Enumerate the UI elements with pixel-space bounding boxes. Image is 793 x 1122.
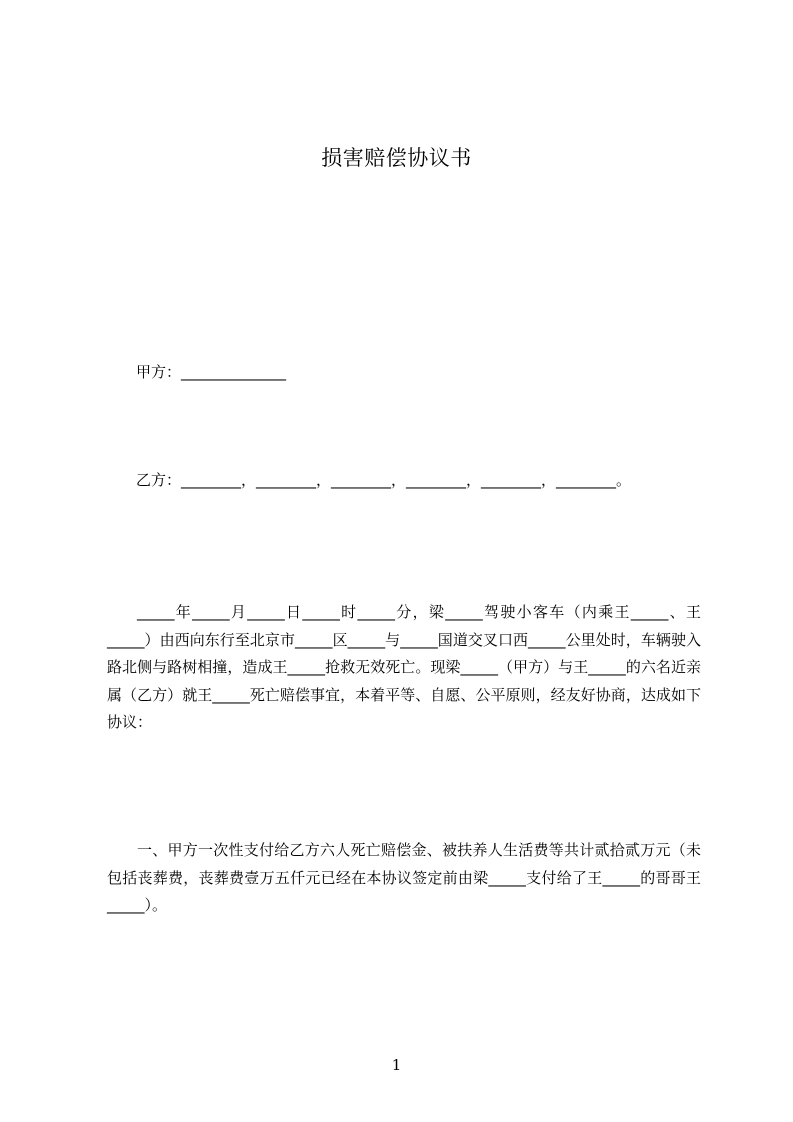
document-title: 损害赔偿协议书 [321,146,472,170]
page-number: 1 [391,1056,402,1074]
party-b-line: 乙方：________，________，________，________，________，________。 [136,471,632,489]
clause-one-paragraph: 一、甲方一次性支付给乙方六人死亡赔偿金、被扶养人生活费等共计贰拾贰万元（未包括丧葬费，丧葬费壹万五仟元已经在本协议签定前由梁_____支付给了王_____的哥哥王_____）。 [107,841,701,914]
incident-paragraph: _____年_____月_____日_____时_____分，梁_____驾驶小客车（内乘王_____、王_____）由西向东行至北京市_____区_____与_____国道交叉口西_____公里处时，车辆驶入路北侧与路树相撞，造成王_____抢救无效死亡。现梁_____（甲方）与王_____的六名近亲属（乙方）就王_____死亡赔偿事宜，本着平等、自愿、公平原则，经友好协商，达成如下协议： [107,603,701,731]
party-a-line: 甲方：______________ [136,363,287,381]
